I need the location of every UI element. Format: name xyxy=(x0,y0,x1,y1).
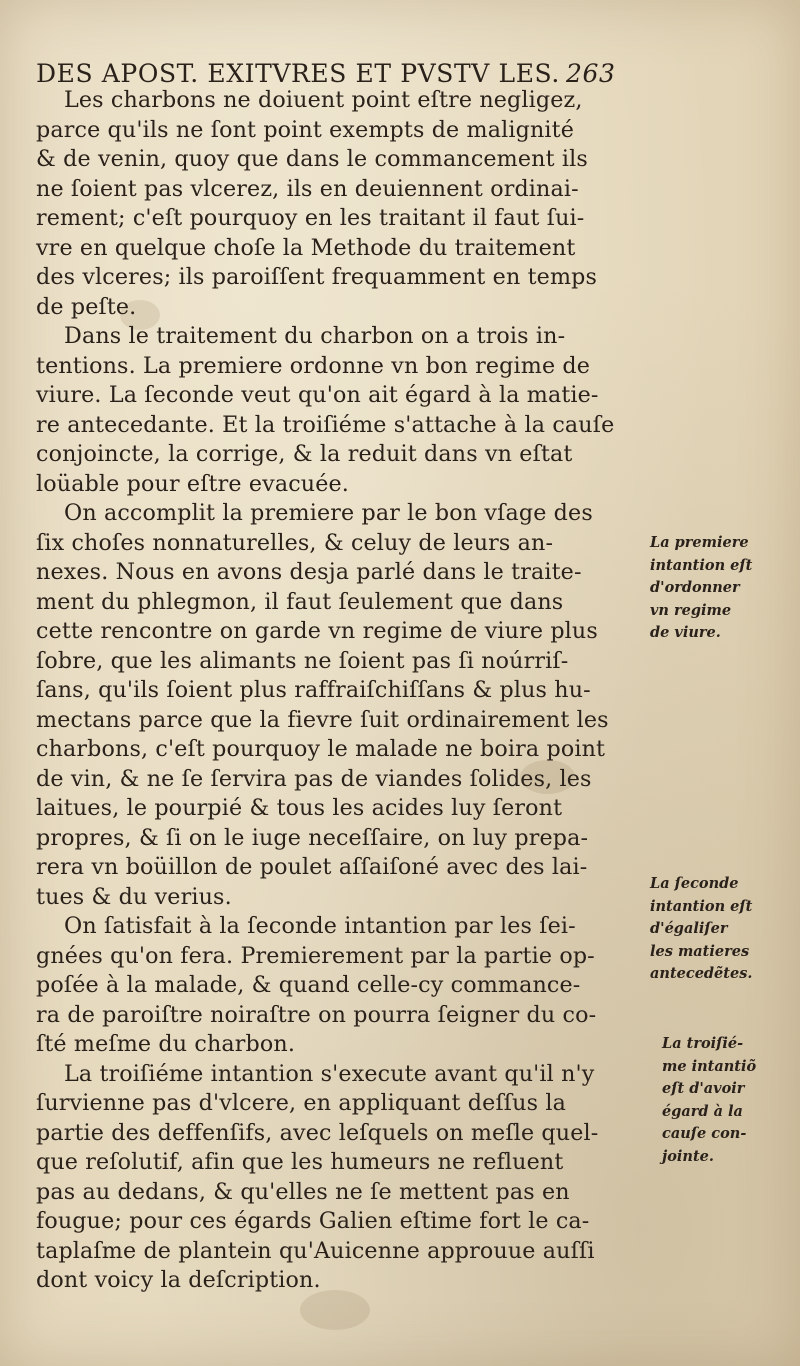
text-line: que reſolutif, afin que les humeurs ne refluent xyxy=(36,1149,564,1175)
text-line: pas au dedans, & qu'elles ne ſe mettent pas en xyxy=(36,1178,570,1205)
margin-note-line: de viure. xyxy=(650,624,721,641)
text-line: rera vn boüillon de poulet aſſaiſoné avec des lai- xyxy=(36,854,588,880)
text-line: ſté meſme du charbon. xyxy=(36,1031,296,1057)
text-line: ſobre, que les alimants ne ſoient pas ſi noúrriſ- xyxy=(36,647,569,674)
text-line: poſée à la malade, & quand celle-cy commance- xyxy=(36,972,581,998)
margin-note-first-intention xyxy=(650,532,775,645)
margin-note-second-intention xyxy=(650,873,775,986)
text-line: rement; c'eſt pourquoy en les traitant il faut ſui- xyxy=(36,205,585,231)
text-line: conjoincte, la corrige, & la reduit dans vn eſtat xyxy=(36,441,573,467)
margin-note-line: égard à la xyxy=(662,1102,743,1120)
margin-note-line: intantion eſt xyxy=(650,556,753,574)
margin-note-line: jointe. xyxy=(662,1147,714,1165)
text-line: nexes. Nous en avons desja parlé dans le traite- xyxy=(36,559,582,585)
text-line: La troiſiéme intantion s'execute avant qu'il n'y xyxy=(64,1060,595,1087)
text-line: taplaſme de plantein qu'Auicenne approuue auſſi xyxy=(36,1237,595,1264)
margin-note-line: La ſeconde xyxy=(650,875,739,892)
margin-note-line: La premiere xyxy=(650,534,749,551)
text-line: cette rencontre on garde vn regime de viure plus xyxy=(36,618,598,644)
text-line: ne ſoient pas vlcerez, ils en deuiennent ordinai- xyxy=(36,175,579,202)
text-line: des vlceres; ils paroiſſent frequamment en temps xyxy=(36,264,598,290)
text-line: parce qu'ils ne ſont point exempts de malignité xyxy=(36,116,574,143)
page-number: 263 xyxy=(565,59,616,88)
text-line: laitues, le pourpié & tous les acides luy ſeront xyxy=(36,795,563,821)
text-line: tentions. La premiere ordonne vn bon regime de xyxy=(36,352,591,379)
main-text xyxy=(36,86,636,1296)
text-line: de vin, & ne ſe ſervira pas de viandes ſolides, les xyxy=(36,765,592,792)
margin-note-line: eſt d'avoir xyxy=(662,1080,745,1097)
text-line: vre en quelque choſe la Methode du traitement xyxy=(36,234,576,261)
text-line: On ſatisfait à la ſeconde intantion par les ſei- xyxy=(64,913,576,939)
text-line: fougue; pour ces égards Galien eſtime fort le ca- xyxy=(36,1208,590,1234)
margin-note-line: La troiſié- xyxy=(662,1035,744,1052)
margin-note-line: antecedẽtes. xyxy=(650,965,753,982)
text-line: Les charbons ne doiuent point eſtre negligez, xyxy=(64,87,583,113)
margin-note-line: me intantiõ xyxy=(662,1057,757,1075)
text-line: ra de paroiſtre noiraſtre on pourra ſeigner du co- xyxy=(36,1001,597,1028)
text-line: ſans, qu'ils ſoient plus raffraiſchiſſans & plus hu- xyxy=(36,677,591,703)
text-line: viure. La ſeconde veut qu'on ait égard à la matie- xyxy=(36,382,599,408)
margin-note-line: intantion eſt xyxy=(650,897,753,915)
text-line: loüable pour eſtre evacuée. xyxy=(36,470,349,497)
text-line: partie des deffenſifs, avec leſquels on meſle quel- xyxy=(36,1119,599,1146)
text-line: ment du phlegmon, il faut ſeulement que dans xyxy=(36,588,564,615)
running-title: DES APOST. EXITVRES ET PVSTV LES. xyxy=(36,59,560,88)
margin-note-line: les matieres xyxy=(650,942,750,960)
margin-note-third-intention xyxy=(662,1033,787,1168)
margin-note-line: vn regime xyxy=(650,601,732,619)
text-line: propres, & ſi on le iuge neceſſaire, on luy prepa- xyxy=(36,824,589,851)
text-line: charbons, c'eſt pourquoy le malade ne boira point xyxy=(36,736,606,762)
text-line: & de venin, quoy que dans le commancement ils xyxy=(36,146,588,172)
text-line: ſurvienne pas d'vlcere, en appliquant deſſus la xyxy=(36,1090,566,1116)
text-line: On accomplit la premiere par le bon vſage des xyxy=(64,500,593,526)
text-line: tues & du verius. xyxy=(36,883,232,910)
margin-note-line: d'égaliſer xyxy=(650,920,728,937)
text-line: mectans parce que la fievre ſuit ordinairement les xyxy=(36,706,609,733)
text-line: de peſte. xyxy=(36,293,137,320)
margin-note-line: d'ordonner xyxy=(650,579,740,596)
text-line: re antecedante. Et la troiſiéme s'attache à la cauſe xyxy=(36,411,615,438)
text-line: gnées qu'on fera. Premierement par la partie op- xyxy=(36,942,595,969)
margin-note-line: cauſe con- xyxy=(662,1125,747,1142)
text-line: dont voicy la deſcription. xyxy=(36,1267,321,1293)
text-line: ſix choſes nonnaturelles, & celuy de leurs an- xyxy=(36,529,554,556)
text-line: Dans le traitement du charbon on a trois in- xyxy=(64,323,566,349)
